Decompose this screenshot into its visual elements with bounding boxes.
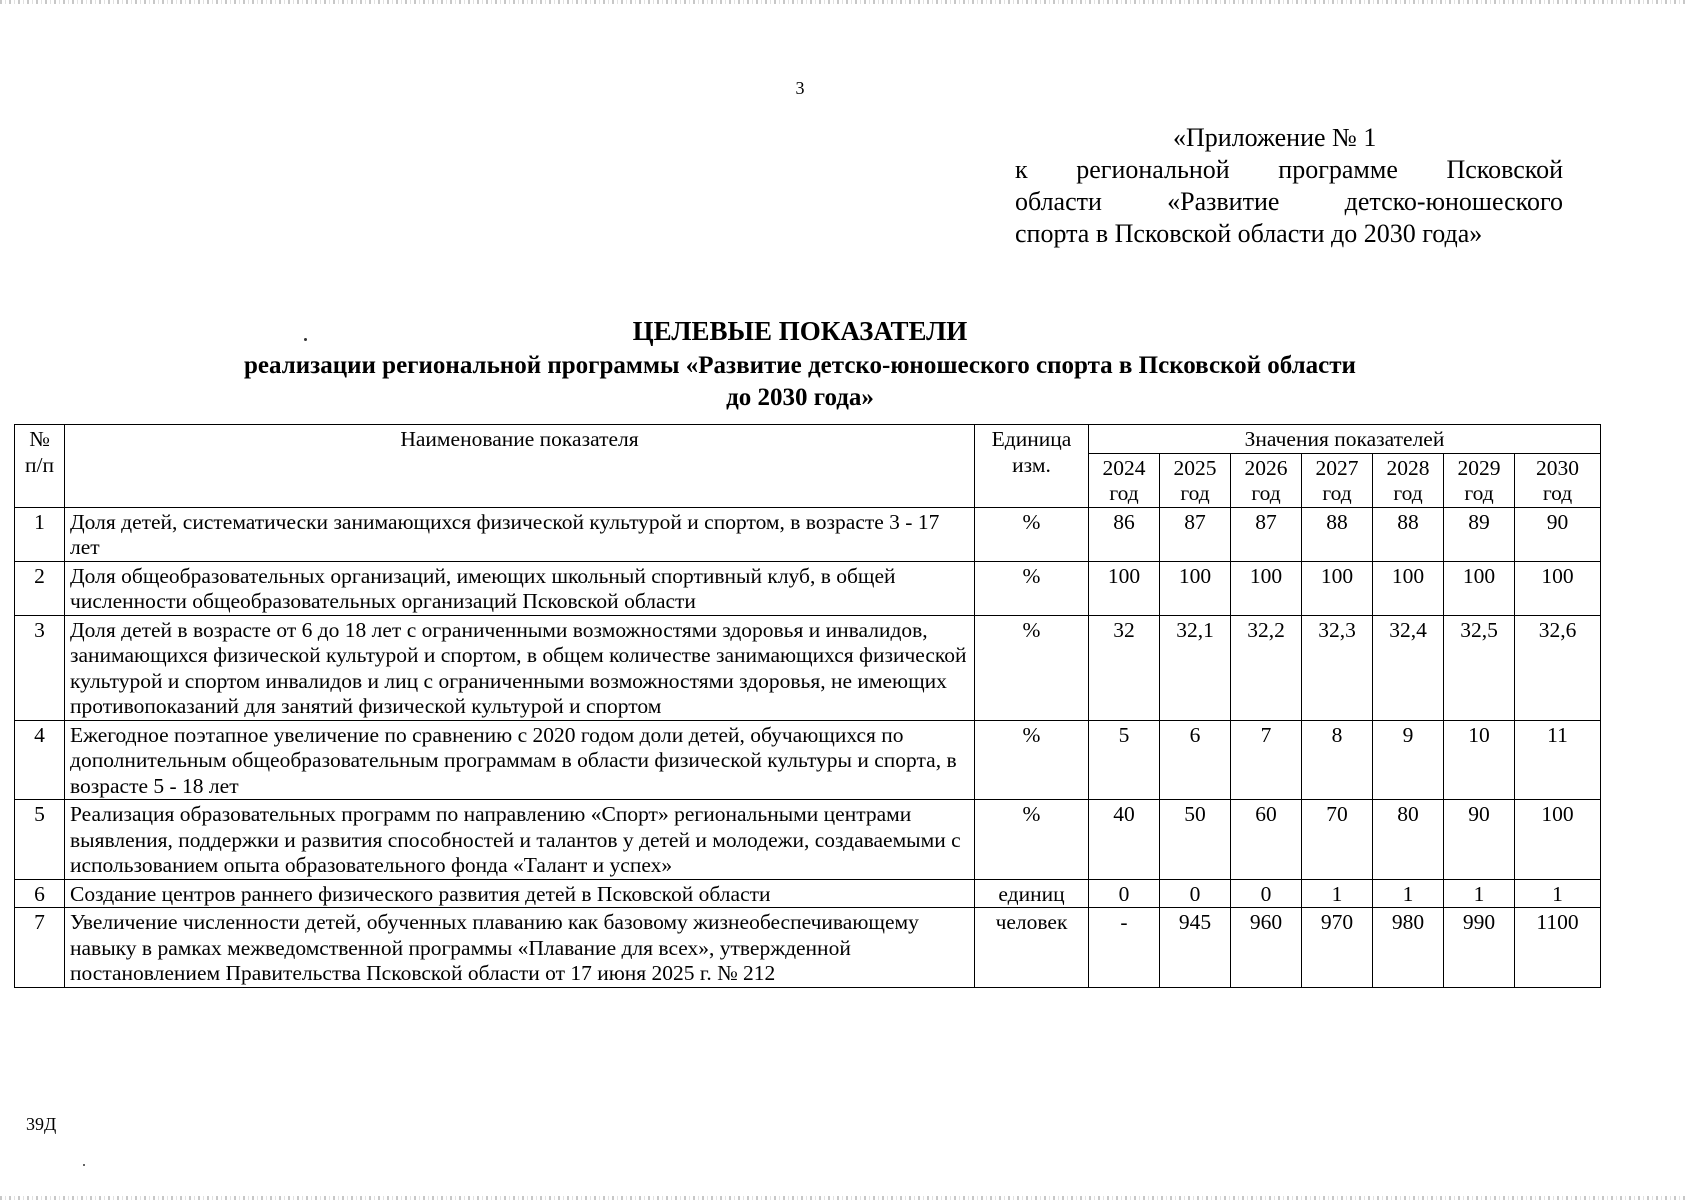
indicator-value: 1 [1515,879,1601,908]
indicator-value: 89 [1444,507,1515,561]
indicator-value: 32,4 [1373,615,1444,720]
indicator-value: 100 [1515,561,1601,615]
indicator-value: 40 [1089,800,1160,880]
header-year: 2028 год [1373,453,1444,507]
indicator-value: - [1089,908,1160,988]
table-row [15,800,1601,880]
header-values-group: Значения показателей [1089,425,1601,454]
document-code: 39Д [26,1114,57,1134]
indicator-unit: % [975,561,1089,615]
table-row [15,615,1601,720]
table-row [15,507,1601,561]
indicator-value: 1 [1373,879,1444,908]
indicator-value: 100 [1089,561,1160,615]
indicator-unit: % [975,800,1089,880]
indicator-value: 100 [1302,561,1373,615]
indicator-value: 10 [1444,720,1515,800]
indicator-value: 32,3 [1302,615,1373,720]
indicator-name: Увеличение численности детей, обученных плаванию как базовому жизнеобеспечивающему навыку в рамках межведомственной программы «Плавание для всех», утвержденной постановлением Правительства Псковской области от 17 июня 2025 г. № 212 [65,908,975,988]
indicator-value: 5 [1089,720,1160,800]
document-subtitle [0,350,1600,414]
document-title: ЦЕЛЕВЫЕ ПОКАЗАТЕЛИ [632,316,968,346]
indicator-value: 32 [1089,615,1160,720]
row-number: 6 [15,879,65,908]
indicator-value: 86 [1089,507,1160,561]
indicator-name: Ежегодное поэтапное увеличение по сравнению с 2020 годом доли детей, обучающихся по дополнительным общеобразовательным программам в области физической культуры и спорта, в возрасте 5 - 18 лет [65,720,975,800]
header-unit: Единица изм. [975,425,1089,508]
indicator-name: Реализация образовательных программ по направлению «Спорт» региональными центрами выявления, поддержки и развития способностей и талантов у детей и молодежи, создаваемыми с использованием опыта образовательного фонда «Талант и успех» [65,800,975,880]
indicator-value: 8 [1302,720,1373,800]
indicators-table-container [14,424,1600,988]
indicator-value: 945 [1160,908,1231,988]
indicator-value: 6 [1160,720,1231,800]
table-row [15,908,1601,988]
indicator-value: 1100 [1515,908,1601,988]
indicator-name: Доля детей, систематически занимающихся физической культурой и спортом, в возрасте 3 - 17 лет [65,507,975,561]
indicator-value: 90 [1444,800,1515,880]
indicator-name: Доля общеобразовательных организаций, имеющих школьный спортивный клуб, в общей численности общеобразовательных организаций Псковской области [65,561,975,615]
indicator-value: 100 [1515,800,1601,880]
row-number: 1 [15,507,65,561]
row-number: 5 [15,800,65,880]
row-number: 2 [15,561,65,615]
appendix-line: спорта в Псковской области до 2030 года» [1015,219,1483,248]
indicator-value: 100 [1231,561,1302,615]
indicator-value: 32,1 [1160,615,1231,720]
indicator-value: 990 [1444,908,1515,988]
header-year: 2030 год [1515,453,1601,507]
indicator-unit: % [975,720,1089,800]
indicator-value: 100 [1373,561,1444,615]
indicator-value: 7 [1231,720,1302,800]
indicators-table [14,424,1601,988]
indicator-value: 0 [1089,879,1160,908]
indicator-value: 87 [1231,507,1302,561]
indicator-unit: человек [975,908,1089,988]
header-year: 2026 год [1231,453,1302,507]
indicator-value: 100 [1444,561,1515,615]
indicator-unit: единиц [975,879,1089,908]
indicator-value: 980 [1373,908,1444,988]
indicator-name: Доля детей в возрасте от 6 до 18 лет с ограниченными возможностями здоровья и инвалидов, занимающихся физической культурой и спортом, в общем количестве занимающихся физической культурой и спортом инвалидов и лиц с ограниченными возможностями здоровья, не имеющих противопоказаний для занятий физической культурой и спортом [65,615,975,720]
row-number: 4 [15,720,65,800]
table-row [15,561,1601,615]
scan-edge-bottom [0,1196,1686,1200]
appendix-line: области «Развитие детско-юношеского [1015,187,1563,216]
document-subtitle-line-2: до 2030 года» [726,384,874,411]
indicator-value: 88 [1373,507,1444,561]
indicator-value: 0 [1160,879,1231,908]
indicator-value: 11 [1515,720,1601,800]
header-year: 2029 год [1444,453,1515,507]
scan-speck [83,1164,85,1166]
indicator-value: 60 [1231,800,1302,880]
appendix-title: «Приложение № 1 [1173,123,1377,152]
indicator-value: 70 [1302,800,1373,880]
indicator-value: 80 [1373,800,1444,880]
indicator-value: 90 [1515,507,1601,561]
document-subtitle-line-1: реализации региональной программы «Развитие детско-юношеского спорта в Псковской области [244,352,1356,379]
indicator-value: 970 [1302,908,1373,988]
header-number: № п/п [15,425,65,508]
table-header-row [15,425,1601,454]
row-number: 7 [15,908,65,988]
header-indicator-name: Наименование показателя [65,425,975,508]
indicator-value: 960 [1231,908,1302,988]
scan-edge-top [0,0,1686,4]
indicator-value: 32,6 [1515,615,1601,720]
indicator-value: 87 [1160,507,1231,561]
header-year: 2024 год [1089,453,1160,507]
row-number: 3 [15,615,65,720]
header-year: 2025 год [1160,453,1231,507]
indicator-value: 32,5 [1444,615,1515,720]
appendix-line: к региональной программе Псковской [1015,155,1563,184]
indicator-value: 88 [1302,507,1373,561]
header-year: 2027 год [1302,453,1373,507]
indicator-value: 0 [1231,879,1302,908]
table-row [15,879,1601,908]
indicator-unit: % [975,615,1089,720]
indicator-value: 100 [1160,561,1231,615]
indicator-value: 1 [1444,879,1515,908]
appendix-reference [1015,122,1563,250]
table-row [15,720,1601,800]
page-number: 3 [795,78,805,98]
indicator-value: 50 [1160,800,1231,880]
indicator-name: Создание центров раннего физического развития детей в Псковской области [65,879,975,908]
indicator-value: 32,2 [1231,615,1302,720]
indicator-value: 1 [1302,879,1373,908]
indicator-value: 9 [1373,720,1444,800]
indicator-unit: % [975,507,1089,561]
